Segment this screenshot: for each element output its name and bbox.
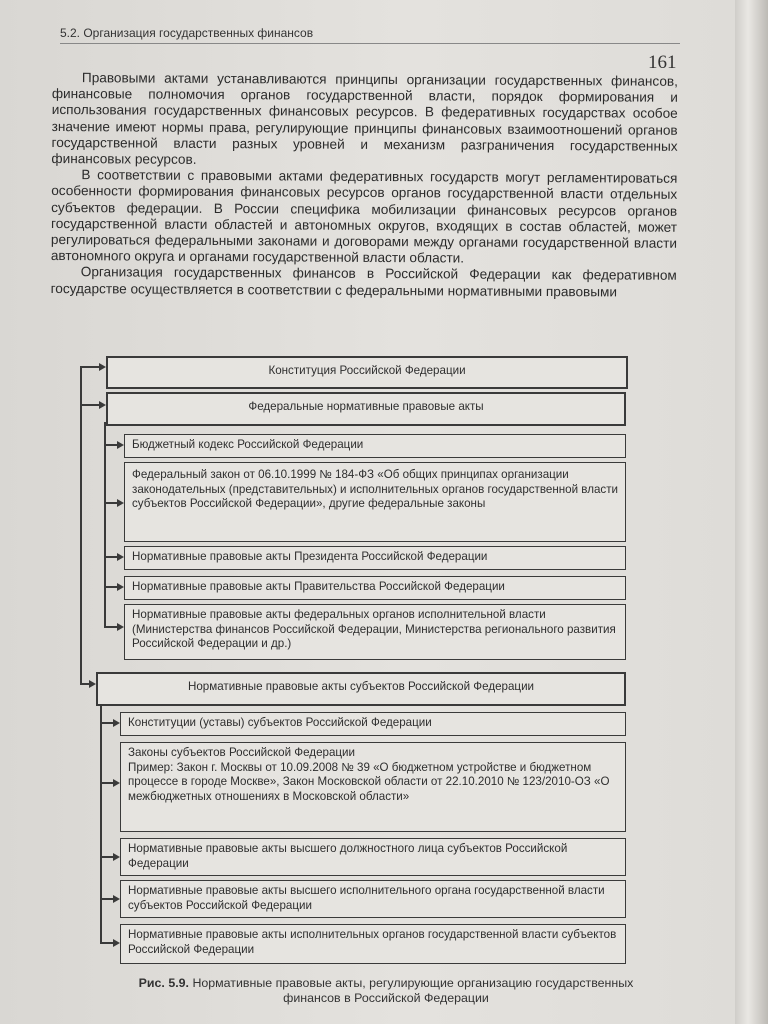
arrow-icon xyxy=(113,719,120,727)
arrow-icon xyxy=(113,939,120,947)
federal-item-box: Федеральный закон от 06.10.1999 № 184-ФЗ «Об общих принципах организации законодательных (представительных) и исполнительных органов государственной власти субъектов Российской Федерации», другие федеральные законы xyxy=(124,462,626,542)
connector-line xyxy=(104,422,106,627)
federal-item-box: Нормативные правовые акты федеральных органов исполнительной власти (Министерства финансов Российской Федерации, Министерства регионального развития Российской Федерации и др.) xyxy=(124,604,626,660)
arrow-icon xyxy=(99,363,106,371)
subject-item-box: Нормативные правовые акты высшего исполнительного органа государственной власти субъектов Российской Федерации xyxy=(120,880,626,918)
connector-line xyxy=(100,782,114,784)
federal-item-box: Нормативные правовые акты Президента Российской Федерации xyxy=(124,546,626,570)
connector-line xyxy=(104,626,118,628)
federal-acts-box: Федеральные нормативные правовые акты xyxy=(106,392,626,426)
arrow-icon xyxy=(89,680,96,688)
arrow-icon xyxy=(113,853,120,861)
arrow-icon xyxy=(117,499,124,507)
paragraph: Организация государственных финансов в Российской Федерации как федеративном государстве осуществляется в соответствии с федеральными нормативными правовыми xyxy=(50,264,677,300)
connector-line xyxy=(100,856,114,858)
connector-line xyxy=(100,898,114,900)
connector-line xyxy=(104,444,118,446)
page-number: 161 xyxy=(648,52,677,73)
subject-item-box: Конституции (уставы) субъектов Российской Федерации xyxy=(120,712,626,736)
subject-item-box: Нормативные правовые акты исполнительных органов государственной власти субъектов Российской Федерации xyxy=(120,924,626,964)
connector-line xyxy=(80,404,100,406)
arrow-icon xyxy=(113,895,120,903)
running-head: 5.2. Организация государственных финансов xyxy=(60,26,680,44)
connector-line xyxy=(80,366,100,368)
paragraph: Правовыми актами устанавливаются принципы организации государственных финансов, финансовые полномочия органов государственной власти, порядок формирования и использования государственных финансовых ресурсов. В федеративных государствах особое значение имеют нормы права, регулирующие принципы финансовых взаимоотношений органов государственной власти разных уровней и механизм разграничения государственных финансовых ресурсов. xyxy=(51,70,678,167)
connector-line xyxy=(100,942,114,944)
subject-item-box: Законы субъектов Российской Федерации Пример: Закон г. Москвы от 10.09.2008 № 39 «О бюджетном устройстве и бюджетном процессе в городе Москве», Закон Московской области от 22.10.2010 № 123/2010-ОЗ «О межбюджетных отношениях в Московской области» xyxy=(120,742,626,832)
federal-item-box: Бюджетный кодекс Российской Федерации xyxy=(124,434,626,458)
arrow-icon xyxy=(113,779,120,787)
connector-line xyxy=(100,722,114,724)
federal-item-box: Нормативные правовые акты Правительства Российской Федерации xyxy=(124,576,626,600)
connector-line xyxy=(104,556,118,558)
paragraph: В соответствии с правовыми актами федеративных государств могут регламентироваться особенности формирования финансовых ресурсов органов государственной власти отдельных субъектов федерации. В России специфика мобилизации финансовых ресурсов органов государственной власти областей и автономных округов, входящих в состав областей, может регулироваться федеральными законами и договорами между органами государственной власти автономного округа и органами государственной власти области. xyxy=(50,167,678,266)
figure-caption xyxy=(126,976,646,1006)
caption-label: Рис. 5.9. xyxy=(138,976,189,990)
connector-line xyxy=(104,502,118,504)
subject-acts-box: Нормативные правовые акты субъектов Российской Федерации xyxy=(96,672,626,706)
connector-line xyxy=(80,366,82,684)
subject-item-box: Нормативные правовые акты высшего должностного лица субъектов Российской Федерации xyxy=(120,838,626,876)
arrow-icon xyxy=(117,441,124,449)
caption-text: Нормативные правовые акты, регулирующие организацию государственных финансов в Российской Федерации xyxy=(192,976,634,1005)
connector-line xyxy=(100,706,102,944)
arrow-icon xyxy=(99,401,106,409)
arrow-icon xyxy=(117,583,124,591)
constitution-box: Конституция Российской Федерации xyxy=(106,356,628,389)
arrow-icon xyxy=(117,553,124,561)
arrow-icon xyxy=(117,623,124,631)
connector-line xyxy=(104,586,118,588)
